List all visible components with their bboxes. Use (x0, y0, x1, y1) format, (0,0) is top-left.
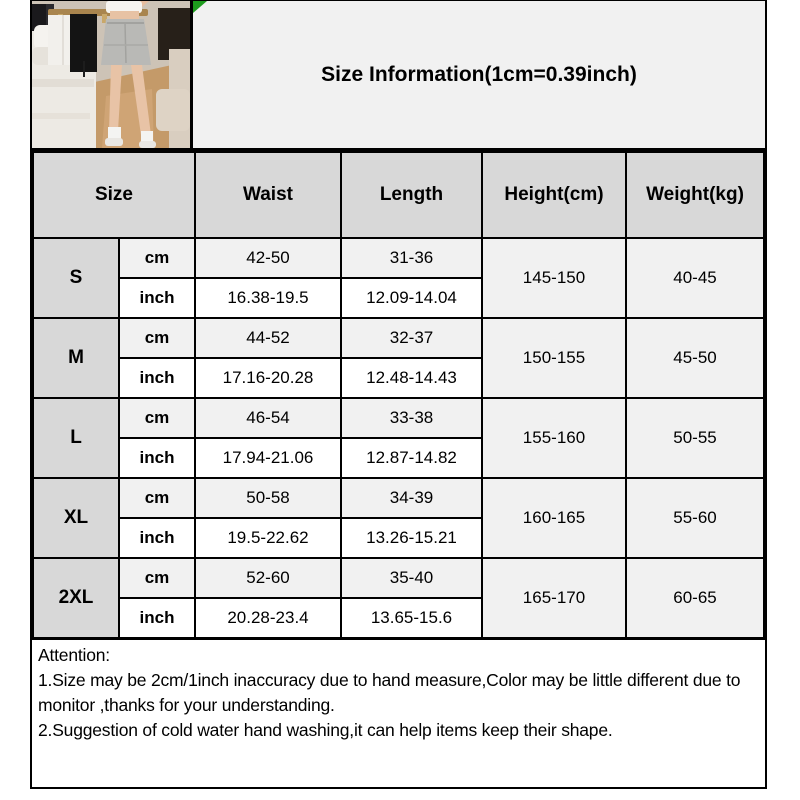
table-row-s-cm (33, 238, 764, 278)
unit-cell: inch (119, 358, 195, 398)
length-cm-s: 31-36 (341, 238, 482, 278)
length-inch-s: 12.09-14.04 (341, 278, 482, 318)
unit-cell: inch (119, 598, 195, 638)
unit-cell: inch (119, 438, 195, 478)
size-label-l: L (33, 398, 119, 478)
length-cm-2xl: 35-40 (341, 558, 482, 598)
weight-s: 40-45 (626, 238, 764, 318)
size-label-m: M (33, 318, 119, 398)
size-label-2xl: 2XL (33, 558, 119, 638)
col-header-size: Size (33, 152, 195, 238)
size-table (32, 151, 765, 639)
product-photo-illustration (32, 1, 190, 148)
waist-cm-s: 42-50 (195, 238, 341, 278)
length-inch-l: 12.87-14.82 (341, 438, 482, 478)
length-cm-m: 32-37 (341, 318, 482, 358)
size-label-xl: XL (33, 478, 119, 558)
col-header-weight: Weight(kg) (626, 152, 764, 238)
waist-cm-2xl: 52-60 (195, 558, 341, 598)
table-row-m-cm (33, 318, 764, 358)
top-row (32, 1, 765, 151)
weight-m: 45-50 (626, 318, 764, 398)
title-banner (193, 1, 765, 148)
col-header-height: Height(cm) (482, 152, 626, 238)
green-corner-icon (193, 1, 207, 13)
height-xl: 160-165 (482, 478, 626, 558)
length-inch-2xl: 13.65-15.6 (341, 598, 482, 638)
waist-cm-m: 44-52 (195, 318, 341, 358)
weight-l: 50-55 (626, 398, 764, 478)
height-l: 155-160 (482, 398, 626, 478)
col-header-length: Length (341, 152, 482, 238)
col-header-waist: Waist (195, 152, 341, 238)
height-m: 150-155 (482, 318, 626, 398)
waist-inch-xl: 19.5-22.62 (195, 518, 341, 558)
height-s: 145-150 (482, 238, 626, 318)
unit-cell: inch (119, 518, 195, 558)
length-cm-xl: 34-39 (341, 478, 482, 518)
attention-title: Attention: (38, 645, 110, 665)
size-label-s: S (33, 238, 119, 318)
attention-notes (32, 639, 765, 787)
height-2xl: 165-170 (482, 558, 626, 638)
table-header-row (33, 152, 764, 238)
waist-cm-l: 46-54 (195, 398, 341, 438)
waist-inch-s: 16.38-19.5 (195, 278, 341, 318)
waist-inch-2xl: 20.28-23.4 (195, 598, 341, 638)
attention-line-1: 1.Size may be 2cm/1inch inaccuracy due to hand measure,Color may be little different due to monitor ,thanks for your understanding. (38, 670, 741, 715)
waist-cm-xl: 50-58 (195, 478, 341, 518)
weight-2xl: 60-65 (626, 558, 764, 638)
unit-cell: inch (119, 278, 195, 318)
unit-cell: cm (119, 318, 195, 358)
unit-cell: cm (119, 398, 195, 438)
product-photo (32, 1, 193, 148)
waist-inch-m: 17.16-20.28 (195, 358, 341, 398)
unit-cell: cm (119, 238, 195, 278)
unit-cell: cm (119, 478, 195, 518)
attention-line-2: 2.Suggestion of cold water hand washing,it can help items keep their shape. (38, 720, 613, 740)
length-inch-m: 12.48-14.43 (341, 358, 482, 398)
unit-cell: cm (119, 558, 195, 598)
size-chart-sheet (30, 0, 767, 789)
table-row-l-cm (33, 398, 764, 438)
table-row-xl-cm (33, 478, 764, 518)
length-cm-l: 33-38 (341, 398, 482, 438)
waist-inch-l: 17.94-21.06 (195, 438, 341, 478)
weight-xl: 55-60 (626, 478, 764, 558)
length-inch-xl: 13.26-15.21 (341, 518, 482, 558)
page-title: Size Information(1cm=0.39inch) (321, 62, 637, 86)
table-row-2xl-cm (33, 558, 764, 598)
